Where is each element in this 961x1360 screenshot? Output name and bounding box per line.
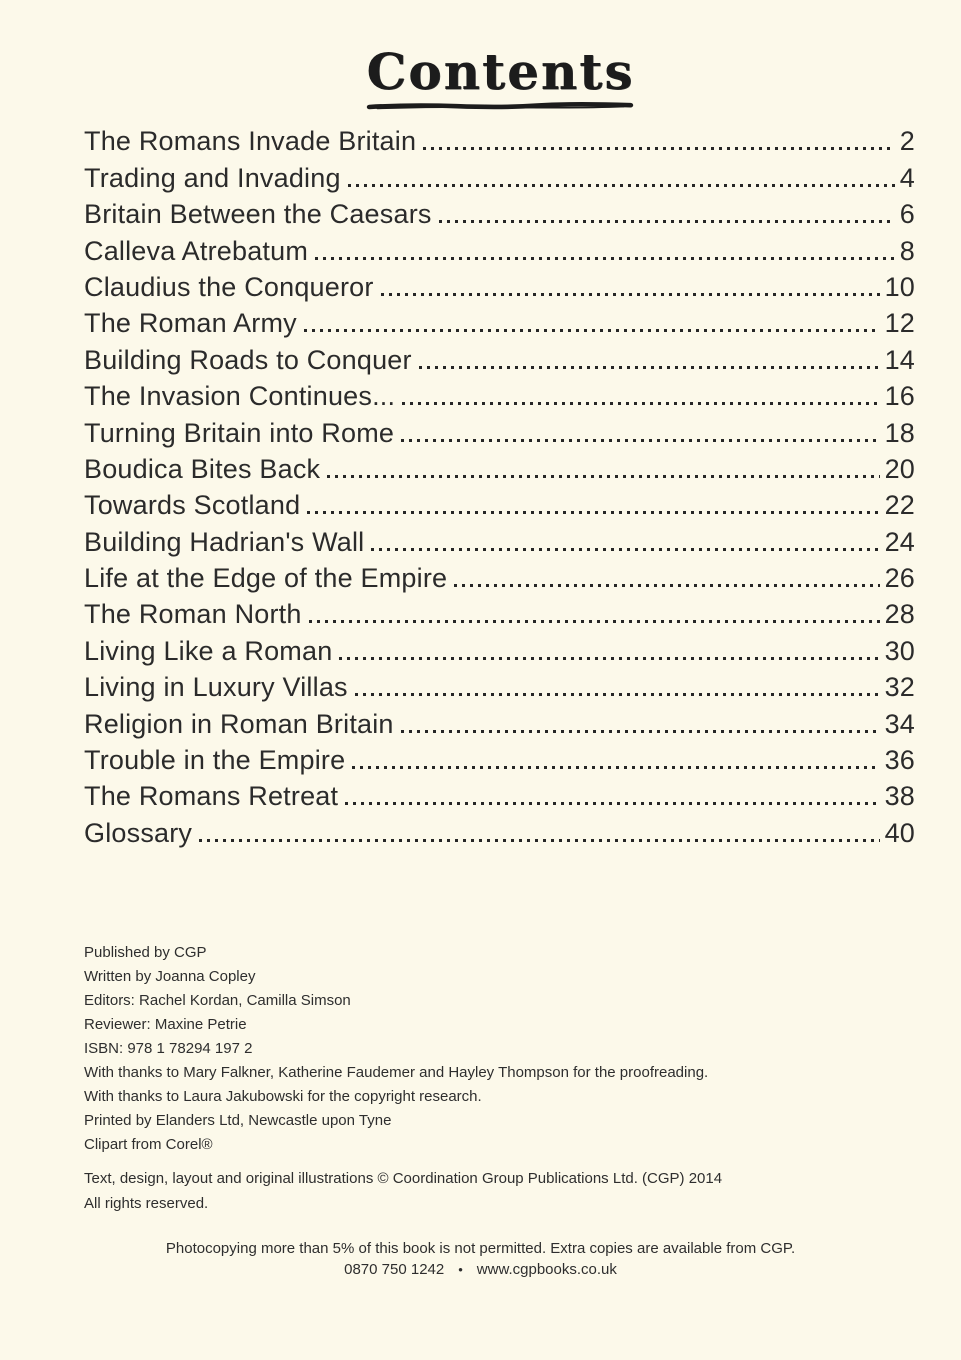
publication-line: Printed by Elanders Ltd, Newcastle upon Tyne	[84, 1112, 392, 1129]
toc-entry-label: Calleva Atrebatum	[84, 235, 309, 266]
dot-leader	[355, 693, 880, 696]
publication-line: With thanks to Laura Jakubowski for the copyright research.	[84, 1088, 482, 1105]
toc-row	[84, 559, 915, 595]
toc-entry-label: Trouble in the Empire	[84, 745, 346, 776]
toc-entry-page-number: 16	[884, 381, 915, 412]
phone-number: 0870 750 1242	[344, 1261, 445, 1278]
publication-line: Reviewer: Maxine Petrie	[84, 1016, 247, 1033]
toc-entry-page-number: 30	[884, 635, 915, 666]
toc-entry-label: The Roman Army	[84, 308, 297, 339]
toc-entry-label: Turning Britain into Rome	[84, 417, 395, 448]
toc-row	[84, 304, 915, 340]
toc-row	[84, 522, 915, 558]
toc-entry-page-number: 32	[884, 672, 915, 703]
dot-leader	[381, 293, 880, 296]
toc-row	[84, 377, 915, 413]
toc-row	[84, 158, 915, 194]
toc-entry-page-number: 18	[884, 417, 915, 448]
page-header	[0, 44, 961, 112]
copyright-line: Text, design, layout and original illustrations © Coordination Group Publications Ltd. (CGP) 2014	[84, 1170, 723, 1187]
toc-entry-page-number: 28	[884, 599, 915, 630]
dot-leader	[309, 620, 880, 623]
toc-row	[84, 340, 915, 376]
toc-entry-label: The Invasion Continues...	[84, 381, 396, 412]
dot-leader	[439, 220, 895, 223]
dot-leader	[199, 839, 879, 842]
toc-entry-page-number: 26	[884, 563, 915, 594]
toc-row	[84, 195, 915, 231]
toc-row	[84, 595, 915, 631]
toc-row	[84, 704, 915, 740]
dot-leader	[345, 802, 879, 805]
toc-entry-page-number: 8	[899, 235, 915, 266]
toc-entry-page-number: 2	[899, 126, 915, 157]
dot-leader	[419, 366, 880, 369]
page-footer	[0, 1238, 961, 1280]
toc-entry-page-number: 24	[884, 526, 915, 557]
toc-row	[84, 777, 915, 813]
toc-entry-label: Towards Scotland	[84, 490, 301, 521]
page-title: Contents	[366, 42, 635, 101]
title-underline-rule	[366, 100, 634, 112]
toc-entry-page-number: 36	[884, 745, 915, 776]
copyright-block	[84, 1166, 901, 1216]
dot-leader	[371, 548, 879, 551]
publication-line: With thanks to Mary Falkner, Katherine Faudemer and Hayley Thompson for the proofreading.	[84, 1064, 709, 1081]
rights-reserved-line: All rights reserved.	[84, 1195, 209, 1212]
toc-entry-label: Britain Between the Caesars	[84, 199, 432, 230]
toc-entry-label: Building Roads to Conquer	[84, 344, 412, 375]
toc-row	[84, 741, 915, 777]
toc-row	[84, 413, 915, 449]
toc-row	[84, 122, 915, 158]
toc-entry-page-number: 20	[884, 453, 915, 484]
toc-entry-label: The Romans Invade Britain	[84, 126, 417, 157]
dot-leader	[327, 475, 879, 478]
dot-leader	[304, 329, 880, 332]
dot-leader	[315, 257, 895, 260]
toc-row	[84, 813, 915, 849]
bullet-separator: •	[458, 1262, 463, 1277]
dot-leader	[401, 730, 880, 733]
toc-row	[84, 268, 915, 304]
toc-row	[84, 668, 915, 704]
toc-entry-label: Living in Luxury Villas	[84, 672, 348, 703]
dot-leader	[348, 184, 895, 187]
photocopy-notice: Photocopying more than 5% of this book is not permitted. Extra copies are available from CGP.	[165, 1240, 796, 1257]
toc-entry-page-number: 22	[884, 490, 915, 521]
toc-row	[84, 231, 915, 267]
toc-entry-page-number: 40	[884, 817, 915, 848]
publication-line: Editors: Rachel Kordan, Camilla Simson	[84, 992, 351, 1009]
publication-line: ISBN: 978 1 78294 197 2	[84, 1040, 253, 1057]
publication-info	[84, 941, 901, 1157]
toc-entry-page-number: 34	[884, 708, 915, 739]
toc-entry-page-number: 4	[899, 162, 915, 193]
toc-list	[84, 122, 915, 850]
toc-entry-label: Life at the Edge of the Empire	[84, 563, 448, 594]
publication-line: Clipart from Corel®	[84, 1136, 213, 1153]
dot-leader	[401, 439, 879, 442]
dot-leader	[423, 147, 895, 150]
dot-leader	[454, 584, 879, 587]
toc-entry-label: Building Hadrian's Wall	[84, 526, 365, 557]
toc-entry-label: Living Like a Roman	[84, 635, 333, 666]
toc-entry-label: Claudius the Conqueror	[84, 271, 374, 302]
toc-row	[84, 450, 915, 486]
dot-leader	[352, 766, 879, 769]
toc-entry-page-number: 10	[884, 271, 915, 302]
publication-line: Written by Joanna Copley	[84, 968, 256, 985]
toc-row	[84, 486, 915, 522]
toc-entry-label: Religion in Roman Britain	[84, 708, 394, 739]
toc-entry-label: The Romans Retreat	[84, 781, 339, 812]
dot-leader	[307, 511, 879, 514]
website-url: www.cgpbooks.co.uk	[476, 1261, 617, 1278]
toc-entry-label: Boudica Bites Back	[84, 453, 321, 484]
publication-line: Published by CGP	[84, 944, 207, 961]
dot-leader	[339, 657, 879, 660]
toc-entry-label: Trading and Invading	[84, 162, 341, 193]
toc-entry-page-number: 38	[884, 781, 915, 812]
toc-entry-page-number: 6	[899, 199, 915, 230]
toc-entry-page-number: 12	[884, 308, 915, 339]
contact-line	[0, 1259, 961, 1280]
toc-entry-page-number: 14	[884, 344, 915, 375]
toc-entry-label: Glossary	[84, 817, 193, 848]
toc-entry-label: The Roman North	[84, 599, 302, 630]
dot-leader	[402, 402, 879, 405]
toc-row	[84, 631, 915, 667]
